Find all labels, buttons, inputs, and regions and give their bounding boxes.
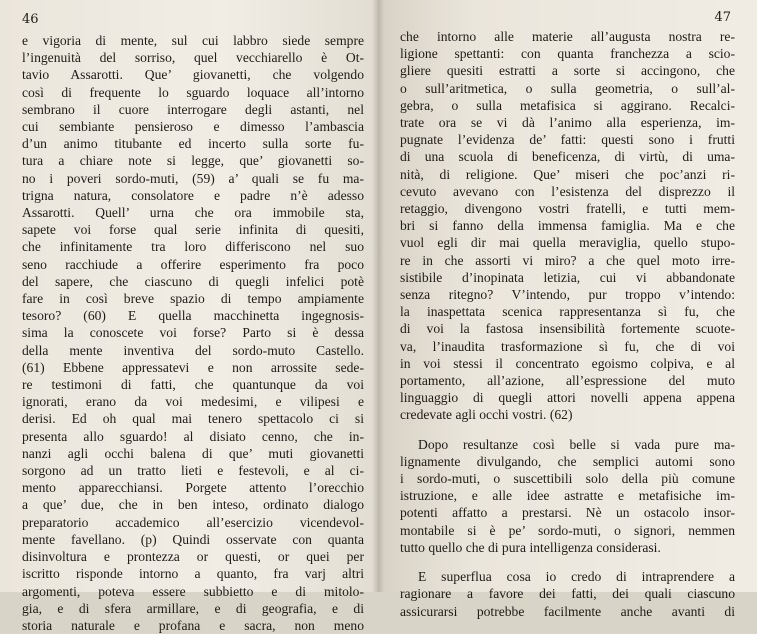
text-line: gebra, o sulla metafisica si aggirano. Recalci-	[400, 97, 735, 113]
text-line: la inaspettata scenica rappresentanza sì fu, che	[400, 304, 735, 320]
paragraph-gap	[400, 556, 735, 566]
text-line: mento apparecchiansi. Porgete attento l’orecchio	[22, 480, 364, 496]
text-line: no i poveri sordo-muti, (59) a’ quali se fu ma-	[22, 170, 364, 186]
left-page	[0, 0, 378, 633]
text-line: linguaggio di quegli attori novelli appena appena	[400, 390, 735, 406]
text-line: re in che assorti vi miro? a che quel moto irre-	[400, 252, 735, 268]
text-line: cui sembiante pensieroso e dimesso l’ambascia	[22, 119, 364, 135]
text-line: e vigoria di mente, sul cui labbro siede sempre	[22, 33, 364, 48]
text-line: di una scuola di beneficenza, di virtù, di uma-	[400, 149, 735, 165]
text-line: che intorno alle materie all’augusta nostra re-	[400, 29, 735, 44]
text-line: va, l’inaudita trasformazione sì fu, che di voi	[400, 338, 735, 354]
text-line: sapete voi forse qual serie infinita di quesiti,	[22, 222, 364, 238]
text-line: re testimoni di fatti, che quantunque da voi	[22, 377, 364, 393]
page-number-right: 47	[714, 10, 731, 25]
text-line: a que’ due, che in ben inteso, ordinato dialogo	[22, 497, 364, 513]
text-line: sima la conoscete voi forse? Parto si è dessa	[22, 325, 364, 341]
page-number-left: 46	[22, 12, 39, 27]
text-line: Assarotti. Quell’ urna che ora immobile sta,	[22, 205, 364, 221]
text-line: tesoro? (60) E quella macchinetta ingegnosis-	[22, 308, 364, 324]
text-line: i sordo-muti, o suscettibili solo della più comune	[400, 471, 735, 487]
text-line: preparatorio accademico all’esercizio vicendevol-	[22, 514, 364, 530]
text-line: presenta allo sguardo! al disiato cenno, che in-	[22, 428, 364, 444]
text-line: portamento, all’azione, all’espressione del muto	[400, 373, 735, 389]
text-line: del sapere, che ciascuno di quegli infelici potè	[22, 273, 364, 289]
text-line: cevuto avevano con l’esistenza del disprezzo il	[400, 183, 735, 199]
text-line: nità, di religione. Que’ miseri che poc’anzi ri-	[400, 166, 735, 182]
text-line: così di frequente lo sguardo loquace all’intorno	[22, 84, 364, 100]
text-line: ligione spettanti: con quanta franchezza a scio-	[400, 46, 735, 62]
text-line: retaggio, divengono vostri fratelli, e tutti mem-	[400, 201, 735, 217]
text-line: nanzi agli occhi balena di que’ muti giovanetti	[22, 445, 364, 461]
text-line: fare in così breve spazio di tempo ampiamente	[22, 291, 364, 307]
right-page-paragraph-3	[400, 568, 735, 620]
text-line: sistibile d’inopinata letizia, cui vi abbandonate	[400, 269, 735, 285]
right-page	[378, 0, 757, 619]
text-line: sembrano il cuore interrogare degli astanti, nel	[22, 101, 364, 117]
text-line: gia, e di sfera armillare, e di geografia, e di	[22, 600, 364, 616]
text-line: ignorati, erano da voi medesimi, e vilipesi e	[22, 394, 364, 410]
text-line: lignamente divulgando, che semplici automi sono	[400, 453, 735, 469]
text-line: disinvoltura e prontezza or questi, or quei per	[22, 549, 364, 565]
right-page-paragraph-1	[400, 28, 735, 424]
text-line: bri si fanno della immensa famiglia. Ma e che	[400, 218, 735, 234]
paragraph-gap	[400, 424, 735, 434]
text-line: di voi la fastosa insensibilità fortemente scuote-	[400, 321, 735, 337]
text-line: senza ritegno? V’intendo, pur troppo v’intendo:	[400, 287, 735, 303]
text-line: pugnate l’evidenza de’ fatti: questi sono i frutti	[400, 132, 735, 148]
text-line: iscritto risponde intorno a quanto, fra varj altri	[22, 566, 364, 582]
right-page-paragraph-2	[400, 436, 735, 556]
text-line: d’un animo titubante ed incerto sulla sorte fu-	[22, 136, 364, 152]
text-line: trate ora se vi dà l’animo alla esperienza, im-	[400, 115, 735, 131]
text-line: seno racchiude a offerire esperimento fra poco	[22, 256, 364, 272]
text-line: l’ingenuità del sorriso, quel vecchiarello è Ot-	[22, 50, 364, 66]
text-line: potenti affatto a prestarsi. Nè un ostacolo insor-	[400, 505, 735, 521]
text-line: ragionare a favore dei fatti, dei quali ciascuno	[400, 586, 735, 602]
text-line: che infinitamente tra loro differiscono nel suo	[22, 239, 364, 255]
text-line: tavio Assarotti. Que’ giovanetti, che volgendo	[22, 67, 364, 83]
text-line: montabile si è pe’ sordo-muti, o signori, nemmen	[400, 522, 735, 538]
text-line: E superflua cosa io credo di intraprendere a	[418, 569, 735, 585]
text-line: assicurarsi potrebbe facilmente anche avanti di	[400, 603, 735, 619]
text-line: in voi stessi il concentrato egoismo colpiva, e al	[400, 355, 735, 371]
text-line: gliere quesiti estratti a sorte si accingono, che	[400, 63, 735, 79]
text-line: credevate agli occhi vostri. (62)	[400, 407, 573, 423]
text-line: tutto quello che di pura intelligenza considerasi.	[400, 539, 661, 555]
left-page-text	[22, 32, 364, 634]
text-line: derisi. Ed oh qual mai tenero spettacolo ci si	[22, 411, 364, 427]
text-line: (61) Ebbene appressatevi e non arrossite sede-	[22, 359, 364, 375]
text-line: o sull’aritmetica, o sulla geometria, o sull’al-	[400, 80, 735, 96]
text-line: trigna natura, consolatore e padre n’è adesso	[22, 187, 364, 203]
text-line: sorgono ad un tratto lieti e festevoli, e al ci-	[22, 463, 364, 479]
text-line: storia naturale e profana e sacra, non meno	[22, 617, 364, 633]
text-line: Dopo resultanze così belle si vada pure ma-	[418, 436, 735, 452]
text-line: tura a chiare note si legge, que’ giovanetti so-	[22, 153, 364, 169]
text-line: istruzione, e alle idee astratte e metafisiche im-	[400, 488, 735, 504]
text-line: argomenti, poteva essere subbietto e di mitolo-	[22, 583, 364, 599]
text-line: mente favellano. (p) Quindi osservate con quanta	[22, 531, 364, 547]
text-line: vuol egli dir mai quella meraviglia, quello stupo-	[400, 235, 735, 251]
text-line: della mente inventiva del sordo-muto Castello.	[22, 342, 364, 358]
